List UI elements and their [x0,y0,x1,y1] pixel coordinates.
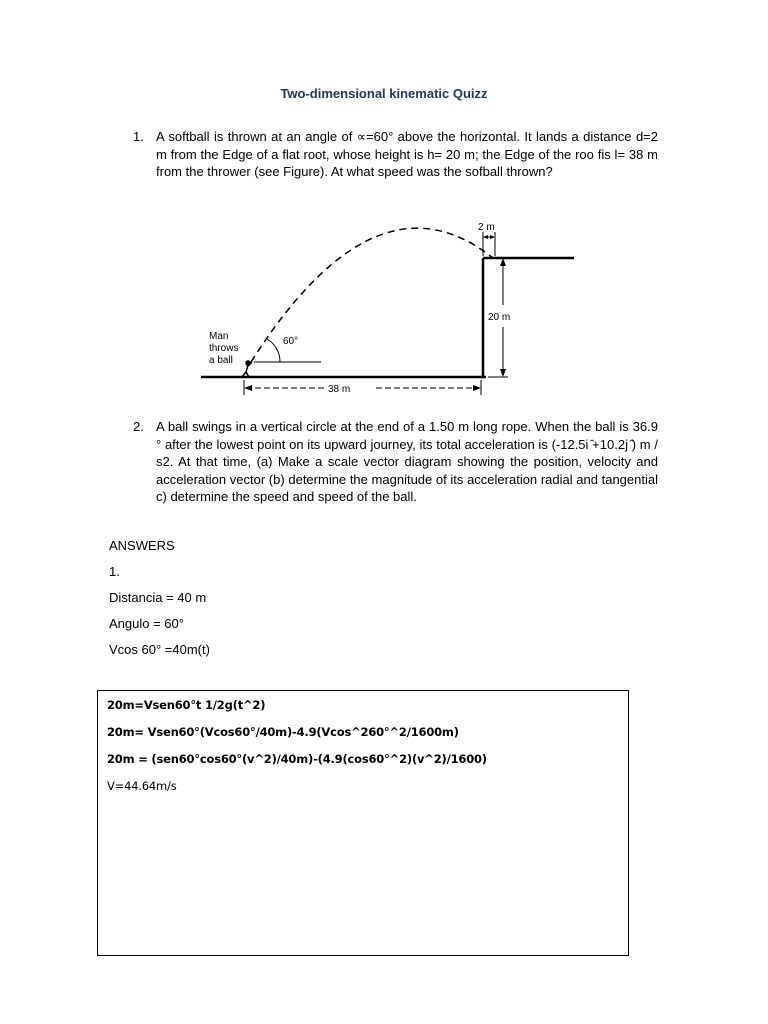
answer-number: 1. [109,564,120,579]
page-title: Two-dimensional kinematic Quizz [280,86,488,101]
solution-box [97,690,629,956]
figure-label-distance: 38 m [328,384,351,395]
figure-label-man: Man [209,331,229,342]
figure-label-a-ball: a ball [209,355,233,366]
figure-label-angle: 60° [283,336,299,347]
angle-arc [267,339,280,362]
question-1-text: A softball is thrown at an angle of ∝=60° above the horizontal. It lands a distance d=2 m from the Edge of a flat root, whose height is h= 20 m; the Edge of the roo fis l= 38 m from the thrower (see Figure). At what speed was the sofball thrown? [156,129,658,179]
figure-label-height: 20 m [488,312,511,323]
solution-line-3: 20m = (sen60°cos60°(v^2)/40m)-(4.9(cos60°^2)(v^2)/1600) [107,752,487,766]
man-icon [242,361,252,377]
projectile-figure [196,210,576,395]
figure-label-throws: throws [209,343,239,354]
question-1-number: 1. [133,129,144,144]
answer-line-3: Vcos 60° =40m(t) [109,642,210,657]
figure-label-gap: 2 m [478,222,495,233]
answers-heading: ANSWERS [109,538,175,553]
solution-line-4: V=44.64m/s [107,779,177,793]
answer-line-2: Angulo = 60° [109,616,184,631]
question-2-text: A ball swings in a vertical circle at the end of a 1.50 m long rope. When the ball is 36.9 ° after the lowest point on its upward journey, its total acceleration is (-12.5i ̂+10.2j ̂) m / s2. At that time, (a) Make a scale vector diagram showing the position, velocity and acceleration vector (b) determine the magnitude of its acceleration radial and tangential c) determine the speed and speed of the ball. [156,419,658,504]
solution-line-1: 20m=Vsen60°t 1/2g(t^2) [107,698,266,712]
question-2-number: 2. [133,419,144,434]
solution-line-2: 20m= Vsen60°(Vcos60°/40m)-4.9(Vcos^260°^2/1600m) [107,725,459,739]
answer-line-1: Distancia = 40 m [109,590,207,605]
figure-svg [196,210,576,395]
